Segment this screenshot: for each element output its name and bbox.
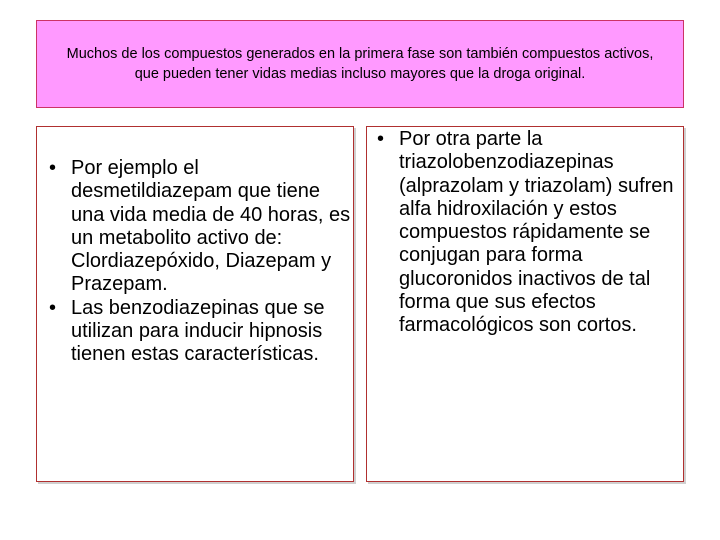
bullet-item: • Las benzodiazepinas que se utilizan para inducir hipnosis tienen estas características. — [37, 297, 353, 367]
slide-title: Muchos de los compuestos generados en la primera fase son también compuestos activos, que pueden tener vidas medias incluso mayores que la droga original. — [66, 46, 654, 82]
bullet-item: • Por ejemplo el desmetildiazepam que tiene una vida media de 40 horas, es un metabolito activo de: Clordiazepóxido, Diazepam y Prazepam. — [37, 157, 353, 297]
title-box — [36, 20, 684, 108]
right-bullet-list — [365, 128, 683, 338]
left-text-panel — [36, 126, 354, 482]
bullet-item: • Por otra parte la triazolobenzodiazepinas (alprazolam y triazolam) sufren alfa hidroxilación y estos compuestos rápidamente se conjugan para forma glucoronidos inactivos de tal forma que sus efectos farmacológicos son cortos. — [365, 128, 683, 338]
right-text-panel — [366, 126, 684, 482]
left-bullet-list — [37, 157, 353, 367]
